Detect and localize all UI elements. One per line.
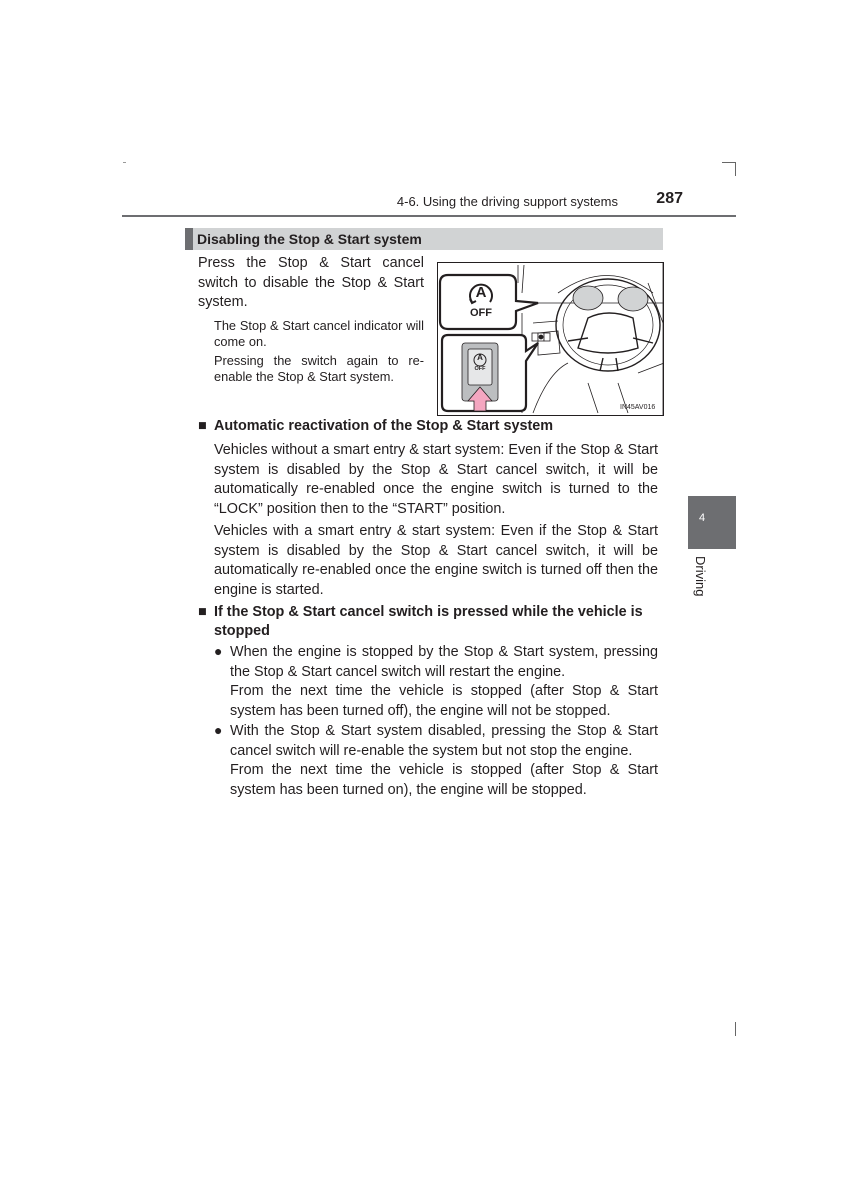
bullet-restart-engine-detail: From the next time the vehicle is stopped (after Stop & Start system has been turned off), the engine will not be stopped. xyxy=(230,683,658,719)
cancel-pressed-title-line2: stopped xyxy=(214,623,270,639)
auto-reactivation-heading xyxy=(198,417,660,437)
crop-mark xyxy=(123,162,126,163)
bullet-re-enable-system-detail: From the next time the vehicle is stopped (after Stop & Start system has been turned on), the engine will be stopped. xyxy=(230,762,658,798)
chapter-tab-number: 4 xyxy=(698,512,706,524)
crop-mark xyxy=(735,1022,736,1036)
small-switch-symbol: A xyxy=(477,353,483,362)
bullet-re-enable-system: With the Stop & Start system disabled, pressing the Stop & Start cancel switch will re-enable the system but not stop the engine. xyxy=(230,723,658,759)
re-enable-note: Pressing the switch again to re-enable the Stop & Start system. xyxy=(214,353,424,384)
running-header: 4-6. Using the driving support systems xyxy=(396,194,618,209)
reactivation-paragraph-with-smart-entry: Vehicles with a smart entry & start system: Even if the Stop & Start system is disabled by the Stop & Start cancel switch, it will be automatically re-enabled once the engine switch is turned off then the engine is started. xyxy=(214,523,658,598)
header-rule xyxy=(122,215,736,217)
illustration-code: IN45AV016 xyxy=(620,404,656,411)
cancel-pressed-heading xyxy=(198,603,660,623)
indicator-note: The Stop & Start cancel indicator will come on. xyxy=(214,318,424,349)
page-number: 287 xyxy=(656,190,683,207)
square-marker: ■ xyxy=(198,418,207,434)
crop-mark xyxy=(722,162,736,163)
chapter-tab-label: Driving xyxy=(693,556,708,597)
crop-mark xyxy=(735,162,736,176)
switch-symbol: A xyxy=(475,284,487,301)
section-title: Disabling the Stop & Start system xyxy=(197,231,422,247)
auto-reactivation-title: Automatic reactivation of the Stop & Start system xyxy=(214,418,554,434)
square-marker: ■ xyxy=(198,604,207,620)
small-switch-off-label: OFF xyxy=(474,366,486,372)
intro-paragraph: Press the Stop & Start cancel switch to disable the Stop & Start system. xyxy=(198,255,424,310)
reactivation-paragraph-without-smart-entry: Vehicles without a smart entry & start system: Even if the Stop & Start system is disabled by the Stop & Start cancel switch, it will be automatically re-enabled once the engine switch is turned to the “LOCK” position then to the “START” position. xyxy=(214,442,658,517)
bullet-restart-engine: When the engine is stopped by the Stop & Start system, pressing the Stop & Start cancel switch will restart the engine. xyxy=(230,644,658,680)
bullet-marker: ● xyxy=(214,643,223,659)
switch-off-label: OFF xyxy=(470,307,492,319)
cancel-pressed-title-line1: If the Stop & Start cancel switch is pressed while the vehicle is xyxy=(214,604,643,620)
bullet-marker: ● xyxy=(214,722,223,738)
